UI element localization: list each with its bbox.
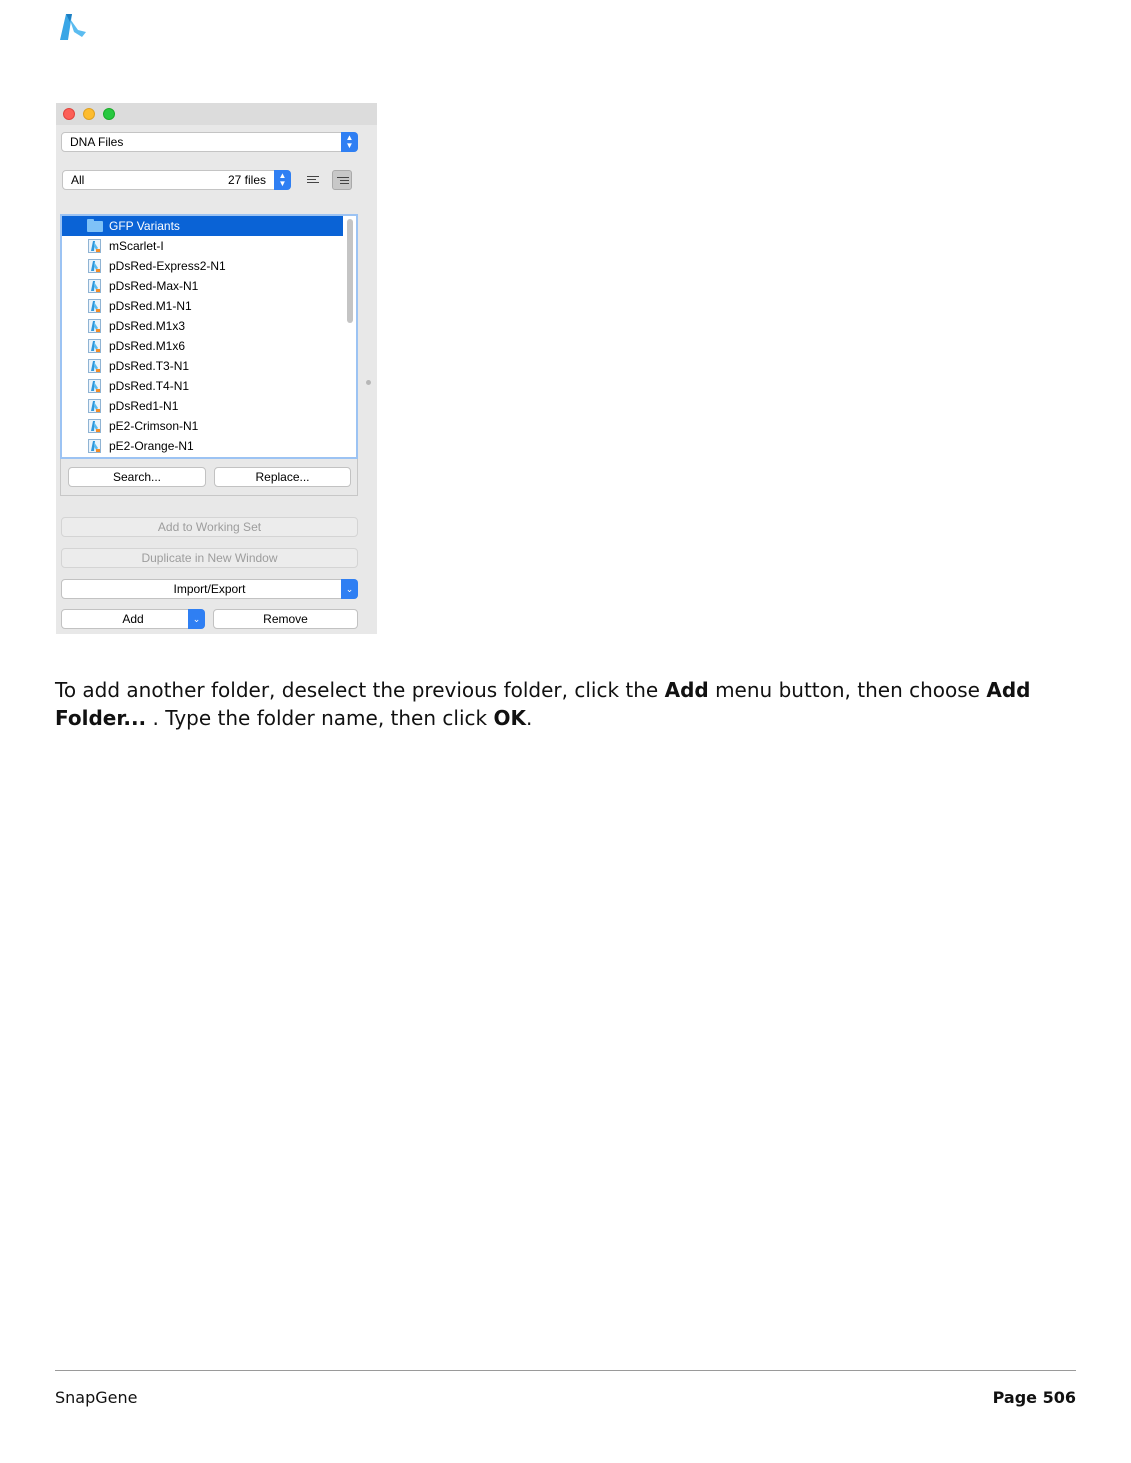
remove-button[interactable]: Remove: [213, 609, 358, 629]
zoom-window-button[interactable]: [103, 108, 115, 120]
list-item[interactable]: pE2-Orange-N1: [62, 436, 343, 456]
file-count: 27 files: [227, 173, 266, 187]
minimize-window-button[interactable]: [83, 108, 95, 120]
replace-button[interactable]: Replace...: [214, 467, 351, 487]
file-list[interactable]: [60, 214, 358, 459]
footer-brand: SnapGene: [55, 1388, 138, 1407]
resize-grip-icon[interactable]: [366, 380, 371, 385]
list-item[interactable]: pDsRed1-N1: [62, 396, 343, 416]
text-run: To add another folder, deselect the previous folder, click the: [55, 678, 665, 702]
dna-file-icon: [88, 239, 101, 253]
dna-file-icon: [88, 319, 101, 333]
snapgene-logo-icon: [56, 10, 90, 44]
dna-file-icon: [88, 439, 101, 453]
page-number: Page 506: [992, 1388, 1076, 1407]
dna-file-icon: [88, 339, 101, 353]
list-detail-view-button[interactable]: [332, 170, 352, 190]
add-label: Add: [122, 612, 144, 626]
list-item[interactable]: pDsRed.M1x6: [62, 336, 343, 356]
list-item[interactable]: pDsRed.M1-N1: [62, 296, 343, 316]
import-export-label: Import/Export: [173, 582, 246, 596]
text-lines-icon: [307, 176, 319, 185]
source-select[interactable]: [61, 132, 358, 152]
scrollbar-thumb[interactable]: [347, 219, 353, 323]
dna-file-icon: [88, 279, 101, 293]
search-button[interactable]: Search...: [68, 467, 206, 487]
dna-file-icon: [88, 419, 101, 433]
text-run: . Type the folder name, then click: [146, 706, 494, 730]
search-panel: [60, 459, 358, 496]
dna-file-icon: [88, 379, 101, 393]
window-titlebar: [56, 103, 377, 125]
folder-icon: [87, 221, 103, 232]
list-item[interactable]: pDsRed.M1x3: [62, 316, 343, 336]
chevron-down-icon: ⌄: [341, 579, 358, 599]
list-scrollbar[interactable]: [346, 218, 354, 459]
list-item[interactable]: pDsRed.T4-N1: [62, 376, 343, 396]
list-item[interactable]: pDsRed.T3-N1: [62, 356, 343, 376]
list-item[interactable]: pDsRed-Max-N1: [62, 276, 343, 296]
import-export-menu-button[interactable]: [61, 579, 358, 599]
close-window-button[interactable]: [63, 108, 75, 120]
filter-select[interactable]: [62, 170, 291, 190]
dna-file-icon: [88, 359, 101, 373]
dna-file-icon: [88, 259, 101, 273]
dna-file-icon: [88, 399, 101, 413]
list-detail-icon: [337, 177, 349, 186]
align-text-view-button[interactable]: [303, 170, 323, 190]
list-item[interactable]: mScarlet-I: [62, 236, 343, 256]
add-to-working-set-button[interactable]: Add to Working Set: [61, 517, 358, 537]
instruction-paragraph: [55, 676, 1065, 732]
bold-term: Add: [664, 678, 709, 702]
duplicate-in-new-window-button[interactable]: Duplicate in New Window: [61, 548, 358, 568]
text-run: .: [525, 706, 533, 730]
filter-select-value: All: [71, 173, 85, 187]
list-item[interactable]: GFP Variants: [62, 216, 343, 236]
bold-term: OK: [493, 706, 526, 730]
list-item[interactable]: pDsRed-Express2-N1: [62, 256, 343, 276]
chevron-down-icon: ⌄: [188, 609, 205, 629]
source-select-value: DNA Files: [70, 135, 124, 149]
updown-chevron-icon: ▲ ▼: [341, 132, 358, 152]
text-run: menu button, then choose: [708, 678, 987, 702]
dna-file-icon: [88, 299, 101, 313]
file-browser-window: [56, 103, 377, 634]
updown-chevron-icon: ▲ ▼: [274, 170, 291, 190]
add-menu-button[interactable]: [61, 609, 205, 629]
bold-term: Add Folder...: [55, 678, 1031, 730]
list-item[interactable]: pE2-Crimson-N1: [62, 416, 343, 436]
footer-divider: [55, 1370, 1076, 1371]
